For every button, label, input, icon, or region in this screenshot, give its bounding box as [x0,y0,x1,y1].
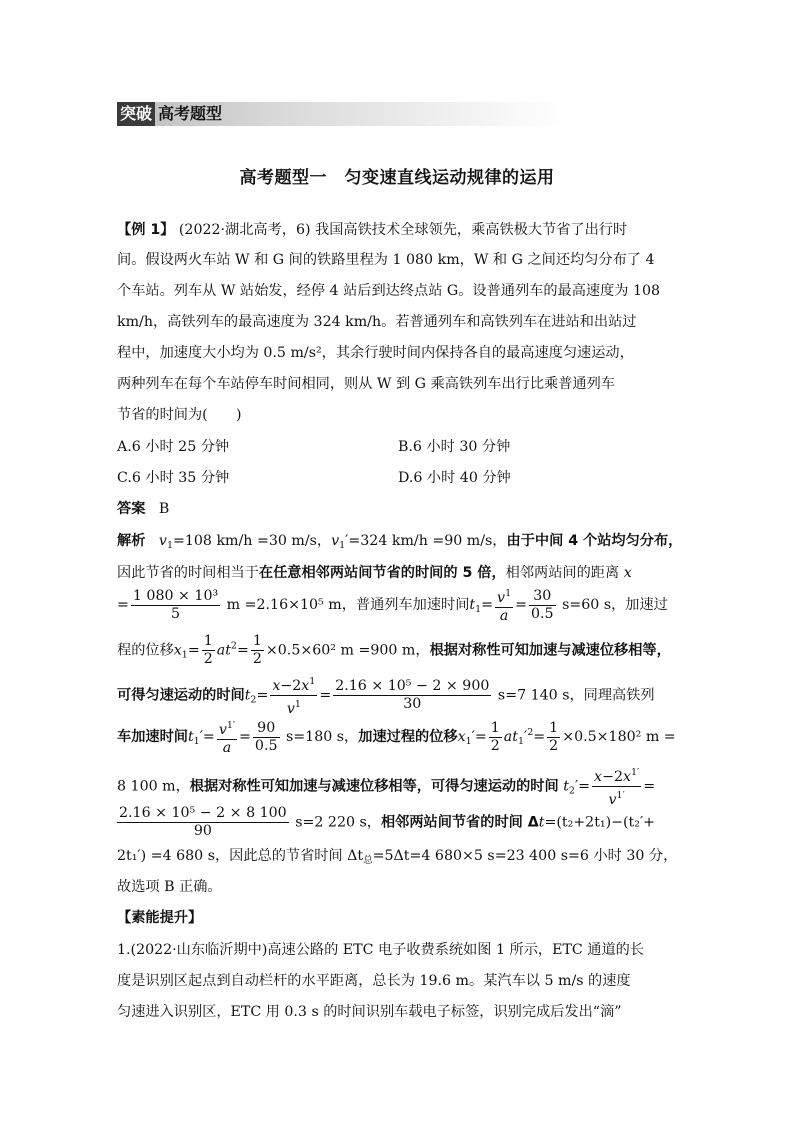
banner-label: 高考题型 [158,104,223,123]
example-tag: 【例 1】 [117,222,175,238]
example-line-2: 间。假设两火车站 W 和 G 间的铁路里程为 1 080 km，W 和 G 之间还均匀分布了 4 [117,252,655,268]
example-line-1: 【例 1】 (2022·湖北高考，6) 我国高铁技术全球领先，乘高铁极大节省了出行时 [117,222,628,238]
improve-line-1: 1.(2022·山东临沂期中)高速公路的 ETC 电子收费系统如图 1 所示，ETC 通道的长 [117,942,645,958]
answer-value: B [158,501,170,517]
option-a: A.6 小时 25 分钟 [117,439,230,455]
analysis-line-1: 解析 $v_1=108$ km/h =30 m/s，$v_1'=324$ km/h =90 m/s，由于中间 4 个站均匀分布， [117,533,683,551]
analysis-line-5: 可得匀速运动的时间$t_2=$ $\frac{x-2x^1}{v^1}$ = $\frac{\text{2.16 × 10⁵ − 2 × 900}}{30}$ s=7 140 s，同理高铁列 [117,673,655,718]
analysis-line-9: 2t₁′) =4 680 s，因此总的节省时间 $\Delta t_总=5\Delta t=4$ 680×5 s=23 400 s=6 小时 30 分， [117,848,678,866]
option-c: C.6 小时 35 分钟 [117,470,230,486]
option-b: B.6 小时 30 分钟 [398,439,511,455]
section-banner [117,102,567,126]
example-line-3: 个车站。列车从 W 站始发，经停 4 站后到达终点站 G。设普通列车的最高速度为 108 [117,283,661,299]
improve-line-3: 匀速进入识别区，ETC 用 0.3 s 的时间识别车载电子标签，识别完成后发出“滴” [117,1004,622,1020]
analysis-line-2: 因此节省的时间相当于在任意相邻两站间节省的时间的 5 倍，相邻两站间的距离 x [117,565,632,581]
example-line-5: 程中，加速度大小均为 0.5 m/s²，其余行驶时间内保持各自的最高速度匀速运动， [117,345,634,361]
example-line-7: 节省的时间为( ) [117,407,242,423]
example-line-4: km/h，高铁列车的最高速度为 324 km/h。若普通列车和高铁列车在进站和出站过 [117,314,637,330]
answer-label: 答案 [117,501,146,517]
analysis-line-6: 车加速时间$t_1'=$ $\frac{v^{1'}}{a}$ = $\frac{90}{0.5}$ s=180 s，加速过程的位移$x_1'=$ $\frac{1}{2}$ $at_1'^2=$ $\frac{1}{2}$ ×0.5×180² m = [117,717,676,757]
analysis-line-7: 8 100 m，根据对称性可知加速与减速位移相等，可得匀速运动的时间 $t_2'=$ $\frac{x-2x^{1'}}{v^{1'}}$ = [117,764,655,809]
banner-label-dark: 突破 [117,102,155,126]
analysis-label: 解析 [117,533,146,549]
analysis-line-3: = $\frac{\text{1 080 × 10³}}{5}$ m =2.16×10⁵ m，普通列车加速时间$t_1=$ $\frac{v^1}{a}$ = $\frac{30}{0.5}$ s=60 s，加速过 [117,585,668,625]
answer-line [117,499,169,519]
analysis-line-4: 程的位移$x_1=$ $\frac{1}{2}$ $at^2=$ $\frac{1}{2}$ ×0.5×60² m =900 m，根据对称性可知加速与减速位移相等， [117,633,671,667]
improve-heading: 【素能提升】 [117,910,203,926]
analysis-line-10: 故选项 B 正确。 [117,879,222,895]
option-d: D.6 小时 40 分钟 [398,470,511,486]
example-line-6: 两种列车在每个车站停车时间相同，则从 W 到 G 乘高铁列车出行比乘普通列车 [117,376,615,392]
improve-line-2: 度是识别区起点到自动栏杆的水平距离，总长为 19.6 m。某汽车以 5 m/s 的速度 [117,973,631,989]
section-title: 高考题型一 匀变速直线运动规律的运用 [239,168,555,188]
analysis-line-8: $\frac{\text{2.16 × 10⁵ − 2 × 8 100}}{90}$ s=2 220 s，相邻两站间节省的时间 Δt=(t₂+2t₁)−(t₂′+ [119,805,656,839]
